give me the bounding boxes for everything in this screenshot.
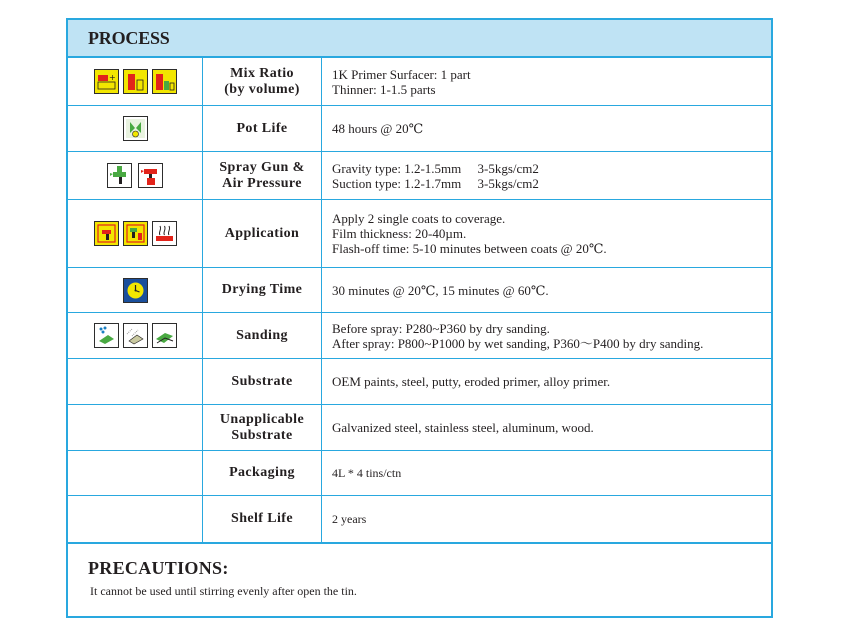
row-label: Spray Gun & Air Pressure xyxy=(203,152,322,199)
pot-life-icon xyxy=(123,116,148,141)
process-table xyxy=(68,58,771,542)
row-label: Mix Ratio (by volume) xyxy=(203,58,322,105)
precautions-text: It cannot be used until stirring evenly after open the tin. xyxy=(90,584,357,598)
icon-cell xyxy=(68,152,203,199)
icon-cell xyxy=(68,58,203,105)
row-label: Drying Time xyxy=(203,268,322,312)
icon-cell xyxy=(68,359,203,404)
icon-cell xyxy=(68,451,203,495)
row-value: Galvanized steel, stainless steel, aluminum, wood. xyxy=(332,420,594,435)
row-value: 4L * 4 tins/ctn xyxy=(332,465,402,480)
row-value: 1K Primer Surfacer: 1 part Thinner: 1-1.5 parts xyxy=(332,66,471,97)
table-row-pot-life xyxy=(68,106,771,152)
icon-cell xyxy=(68,200,203,267)
mix-can-icon xyxy=(94,69,119,94)
row-label: Packaging xyxy=(203,451,322,495)
row-value: 30 minutes @ 20℃, 15 minutes @ 60℃. xyxy=(332,282,549,298)
row-value: 48 hours @ 20℃ xyxy=(332,121,424,136)
table-row-unapplicable-substrate xyxy=(68,405,771,451)
table-row-sanding xyxy=(68,313,771,359)
flash-off-icon xyxy=(152,221,177,246)
dry-sanding-icon xyxy=(123,323,148,348)
icon-cell xyxy=(68,268,203,312)
row-label: Pot Life xyxy=(203,106,322,151)
process-header xyxy=(68,20,771,58)
spray-application-icon xyxy=(94,221,119,246)
spray-coats-icon xyxy=(123,221,148,246)
process-sheet xyxy=(66,18,773,618)
ratio-can-1-icon xyxy=(123,69,148,94)
precautions-title: PRECAUTIONS: xyxy=(88,558,229,578)
wet-sanding-icon xyxy=(94,323,119,348)
row-label: Unapplicable Substrate xyxy=(203,405,322,450)
table-row-packaging xyxy=(68,451,771,496)
table-row-substrate xyxy=(68,359,771,405)
icon-cell xyxy=(68,496,203,542)
ratio-can-2-icon xyxy=(152,69,177,94)
table-row-mix-ratio xyxy=(68,58,771,106)
row-label: Application xyxy=(203,200,322,267)
icon-cell xyxy=(68,405,203,450)
row-value: Before spray: P280~P360 by dry sanding. After spray: P800~P1000 by wet sanding, P360～P400 by dry sanding. xyxy=(332,320,704,351)
table-row-spray-gun xyxy=(68,152,771,200)
row-value: OEM paints, steel, putty, eroded primer, alloy primer. xyxy=(332,374,611,389)
row-value: Gravity type: 1.2-1.5mm 3-5kgs/cm2 Suction type: 1.2-1.7mm 3-5kgs/cm2 xyxy=(332,160,539,191)
icon-cell xyxy=(68,106,203,151)
svg-text:+: + xyxy=(108,73,116,82)
row-value: 2 years xyxy=(332,511,367,526)
table-row-application xyxy=(68,200,771,268)
row-label: Substrate xyxy=(203,359,322,404)
icon-cell xyxy=(68,313,203,358)
precautions-section xyxy=(68,542,771,620)
suction-spray-gun-icon xyxy=(138,163,163,188)
row-value: Apply 2 single coats to coverage. Film thickness: 20-40µm. Flash-off time: 5-10 minutes between coats @ 20℃. xyxy=(332,211,607,256)
table-row-shelf-life xyxy=(68,496,771,542)
table-row-drying-time xyxy=(68,268,771,313)
row-label: Sanding xyxy=(203,313,322,358)
row-label: Shelf Life xyxy=(203,496,322,542)
clock-icon xyxy=(123,278,148,303)
process-title: PROCESS xyxy=(88,28,170,48)
gravity-spray-gun-icon xyxy=(107,163,132,188)
hand-sanding-icon xyxy=(152,323,177,348)
